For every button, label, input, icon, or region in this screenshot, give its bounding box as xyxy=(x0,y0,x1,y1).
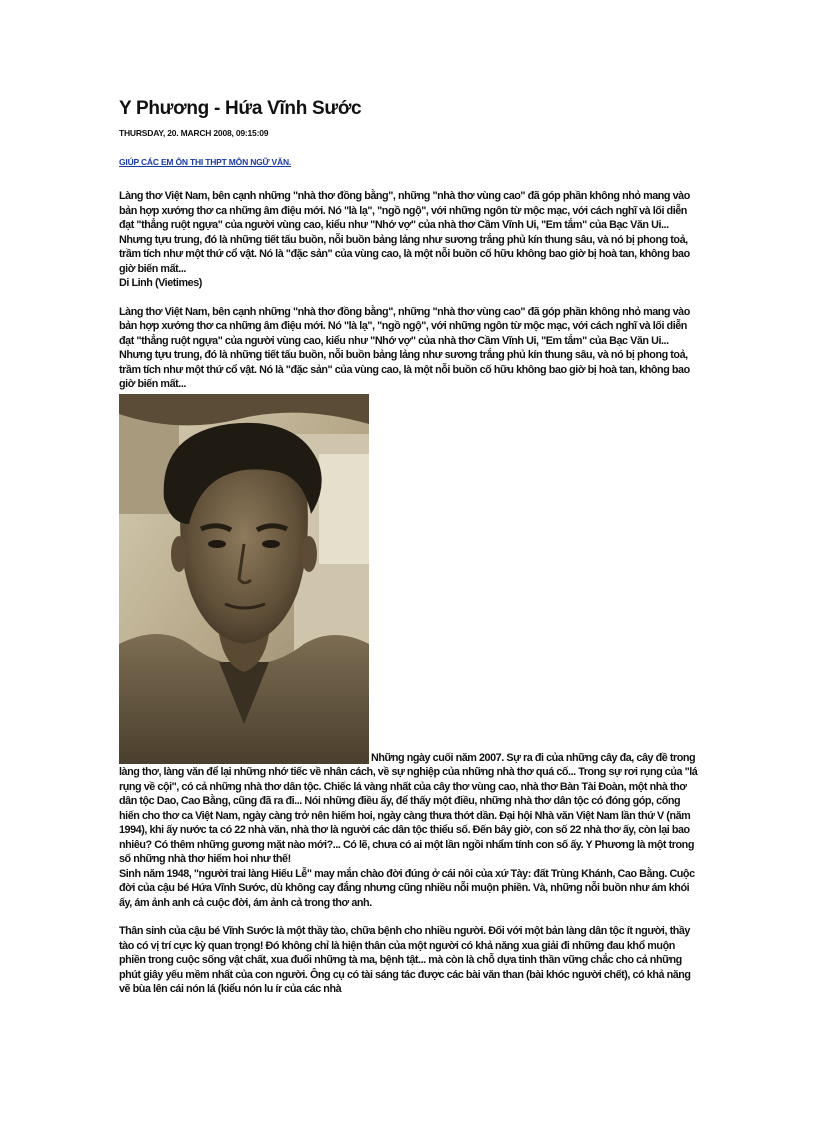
article-link[interactable]: GIÚP CÁC EM ÔN THI THPT MÔN NGỮ VĂN. xyxy=(119,157,292,167)
article-title: Y Phương - Hứa Vĩnh Sước xyxy=(119,98,362,119)
body-paragraph-2: Sinh năm 1948, "người trai làng Hiếu Lễ" may mắn chào đời đúng ở cái nôi của xứ Tày: đất Trùng Khánh, Cao Bằng. Cuộc đời của cậu bé Hứa Vĩnh Sước, dù không cay đắng nhưng cũng nhiều nỗi muộn phiền. Và, những nỗi buồn như ám khói ấy, ám ảnh anh cả cuộc đời, ám ảnh cả trong thơ anh. xyxy=(119,867,695,909)
body-paragraph-3: Thân sinh của cậu bé Vĩnh Sước là một thầy tào, chữa bệnh cho nhiều người. Đối với một bản làng dân tộc ít người, thầy tào có vị trí cực kỳ quan trọng! Đó không chỉ là hiện thân của một người có khả năng xua giải đi những đau khổ muộn phiền trong cuộc sống vật chất, xua đuổi những tà ma, bệnh tật... mà còn là chỗ dựa tinh thần vững chắc cho cả những phút giây yếu mềm nhất của con người. Ông cụ có tài sáng tác được các bài văn than (bài khóc người chết), có khả năng vẽ bùa lên cái nón lá (kiểu nón lu ír của các nhà xyxy=(119,925,691,995)
body-paragraph-1: Những ngày cuối năm 2007. Sự ra đi của những cây đa, cây đề trong làng thơ, làng văn để lại những nhớ tiếc về nhân cách, về sự nghiệp của những nhà thơ quá cố... Trong sự rơi rụng của "lá rụng về cội", có cả những nhà thơ dân tộc. Chiếc lá vàng nhất của cây thơ vùng cao, nhà thơ Bàn Tài Đoàn, một nhà thơ dân tộc Dao, Cao Bằng, cũng đã ra đi... Nói những điều ấy, để thấy một điều, những nhà thơ dân tộc có đóng góp, cống hiến cho thơ ca Việt Nam, ngày càng trở nên hiếm hoi, ngày càng thưa thớt dần. Đại hội Nhà văn Việt Nam lần thứ V (năm 1994), khi ấy nước ta có 22 nhà văn, nhà thơ là người các dân tộc thiểu số. Đến bây giờ, con số 22 nhà thơ ấy, còn lại bao nhiêu? Có thêm những gương mặt nào mới?... Có lẽ, chưa có ai một lần ngồi nhẩm tính con số ấy. Y Phương là một trong số những nhà thơ hiếm hoi như thế! xyxy=(119,751,698,865)
photo-with-text xyxy=(119,394,701,867)
portrait-photo xyxy=(119,394,369,764)
intro-repeat-paragraph: Làng thơ Việt Nam, bên cạnh những "nhà thơ đồng bằng", những "nhà thơ vùng cao" đã góp phần không nhỏ mang vào bản hợp xướng thơ ca những âm điệu mới. Nó "là lạ", "ngồ ngộ", với những ngôn từ mộc mạc, với cách nghĩ và lối diễn đạt "thẳng ruột ngựa" của người vùng cao, kiểu như "Nhớ vợ" của nhà thơ Cầm Vĩnh Ui, "Em tắm" của Bạc Văn Ui... Nhưng tựu trung, đó là những tiết tấu buồn, nỗi buồn bảng lảng như sương trắng phủ kín thung sâu, và nó bị phong toả, trầm tích như một thứ cổ vật. Nó là "đặc sản" của vùng cao, là một nỗi buồn cố hữu không bao giờ bị hoà tan, không bao giờ biến mất... xyxy=(119,305,690,390)
author-line: Di Linh (Vietimes) xyxy=(119,277,202,289)
intro-paragraph: Làng thơ Việt Nam, bên cạnh những "nhà thơ đồng bằng", những "nhà thơ vùng cao" đã góp phần không nhỏ mang vào bản hợp xướng thơ ca những âm điệu mới. Nó "là lạ", "ngồ ngộ", với những ngôn từ mộc mạc, với cách nghĩ và lối diễn đạt "thẳng ruột ngựa" của người vùng cao, kiểu như "Nhớ vợ" của nhà thơ Cầm Vĩnh Ui, "Em tắm" của Bạc Văn Ui... Nhưng tựu trung, đó là những tiết tấu buồn, nỗi buồn bảng lảng như sương trắng phủ kín thung sâu, và nó bị phong toả, trầm tích như một thứ cổ vật. Nó là "đặc sản" của vùng cao, là một nỗi buồn cố hữu không bao giờ bị hoà tan, không bao giờ biến mất... xyxy=(119,190,690,275)
article xyxy=(119,96,701,997)
article-date: THURSDAY, 20. MARCH 2008, 09:15:09 xyxy=(119,128,269,138)
